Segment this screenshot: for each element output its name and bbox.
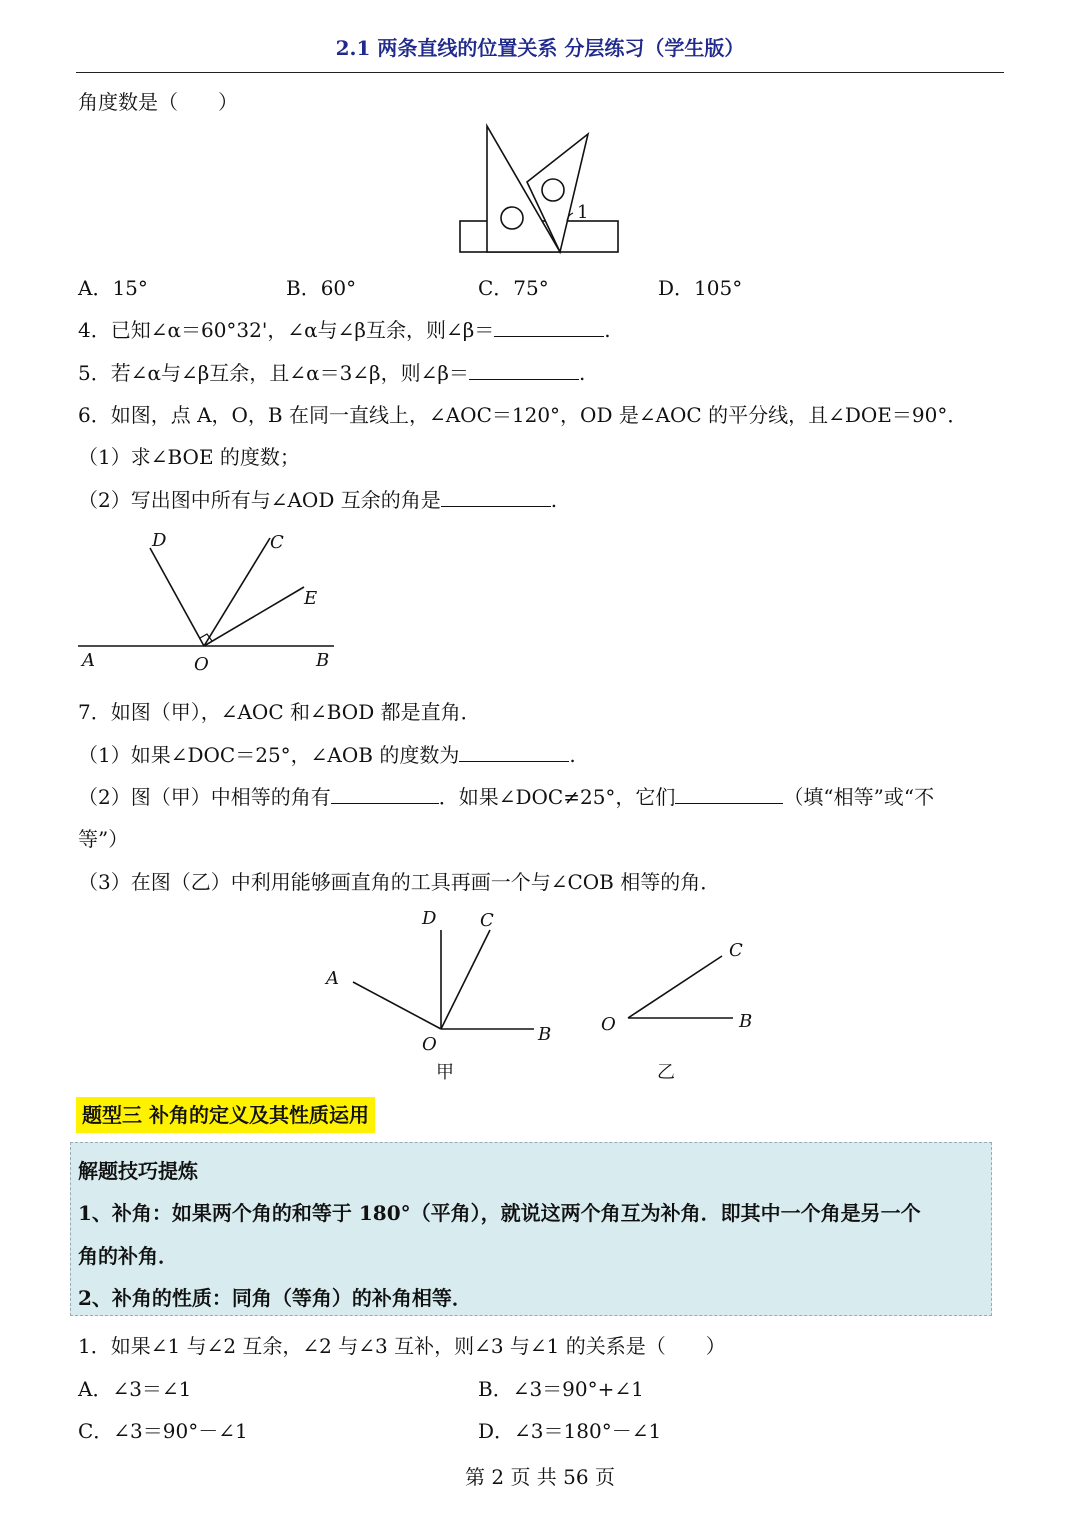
p1-option-b: B．∠3＝90°+∠1 — [478, 1377, 644, 1401]
q7-jia-label-c: C — [480, 910, 494, 931]
tips-line-3: 2、补角的性质：同角（等角）的补角相等． — [78, 1286, 472, 1310]
q3-set-square-figure — [455, 118, 625, 258]
q7-sub2-blank-1 — [331, 785, 439, 804]
q7-jia-label-b: B — [538, 1024, 552, 1045]
q7-figure-jia — [320, 902, 570, 1088]
q7-jia-caption: 甲 — [436, 1062, 454, 1083]
q6-sub2-end: . — [550, 488, 558, 512]
q7-jia-label-d: D — [422, 908, 437, 929]
q7-stem: 7．如图（甲），∠AOC 和∠BOD 都是直角． — [78, 700, 481, 724]
q3-stem-tail: 角度数是（ ） — [78, 90, 238, 114]
q6-angle-figure — [76, 526, 346, 678]
q6-label-b: B — [316, 650, 330, 671]
q6-sub2-line — [78, 484, 557, 513]
q7-yi-caption: 乙 — [657, 1062, 675, 1083]
q7-sub1: （1）如果∠DOC＝25°，∠AOB 的度数为 — [78, 743, 460, 767]
q4-end: . — [604, 318, 611, 342]
q7-sub2-c: （填“相等”或“不 — [783, 785, 935, 809]
q3-option-d: D．105° — [658, 276, 743, 300]
q7-yi-label-o: O — [601, 1014, 616, 1035]
q7-sub1-line — [78, 739, 576, 768]
q6-label-d: D — [152, 530, 167, 551]
q7-sub2-line — [78, 781, 934, 810]
q6-stem: 6．如图，点 A，O，B 在同一直线上，∠AOC＝120°，OD 是∠AOC 的平分线，且∠DOE＝90°． — [78, 403, 968, 427]
p1-option-a: A．∠3＝∠1 — [78, 1377, 192, 1401]
p1-stem: 1．如果∠1 与∠2 互余，∠2 与∠3 互补，则∠3 与∠1 的关系是（ ） — [78, 1334, 726, 1358]
q5-line — [78, 357, 585, 386]
q7-figure-yi — [595, 932, 775, 1088]
q5-end: . — [578, 361, 586, 385]
header-divider — [76, 72, 1004, 73]
tips-heading: 解题技巧提炼 — [78, 1159, 198, 1183]
q3-angle-label: 1 — [577, 202, 589, 223]
q7-sub1-blank — [459, 743, 569, 762]
q6-sub2: （2）写出图中所有与∠AOD 互余的角是 — [78, 488, 441, 512]
q7-yi-label-c: C — [729, 940, 743, 961]
section-title: 题型三 补角的定义及其性质运用 — [76, 1097, 375, 1133]
q7-jia-label-a: A — [326, 968, 339, 989]
q7-sub2-a: （2）图（甲）中相等的角有 — [78, 785, 331, 809]
q7-sub2-b: ．如果∠DOC≠25°，它们 — [438, 785, 676, 809]
q6-answer-blank — [441, 488, 551, 507]
q5-answer-blank — [469, 361, 579, 380]
q6-label-a: A — [82, 650, 95, 671]
q7-sub1-end: . — [569, 743, 576, 767]
q4-text: 4．已知∠α＝60°32'，∠α与∠β互余，则∠β＝ — [78, 318, 495, 342]
q6-label-e: E — [304, 588, 318, 609]
q4-line — [78, 314, 611, 343]
page-header-title: 2.1 两条直线的位置关系 分层练习（学生版） — [335, 36, 745, 60]
q7-yi-label-b: B — [739, 1011, 753, 1032]
q6-label-o: O — [194, 654, 209, 675]
q4-answer-blank — [494, 318, 604, 337]
q5-text: 5．若∠α与∠β互余，且∠α＝3∠β，则∠β＝ — [78, 361, 469, 385]
q7-sub2-blank-2 — [675, 785, 783, 804]
tips-line-2: 角的补角． — [78, 1244, 178, 1268]
p1-option-d: D．∠3＝180°－∠1 — [478, 1419, 662, 1443]
page-footer: 第 2 页 共 56 页 — [465, 1465, 615, 1489]
q3-option-a: A．15° — [78, 276, 148, 300]
tips-line-1: 1、补角：如果两个角的和等于 180°（平角），就说这两个角互为补角．即其中一个角是另一个 — [78, 1201, 921, 1225]
q6-sub1: （1）求∠BOE 的度数； — [78, 445, 300, 469]
q7-sub3: （3）在图（乙）中利用能够画直角的工具再画一个与∠COB 相等的角． — [78, 870, 721, 894]
q6-label-c: C — [270, 532, 284, 553]
q3-option-b: B．60° — [286, 276, 357, 300]
q7-jia-label-o: O — [422, 1034, 437, 1055]
q3-option-c: C．75° — [478, 276, 549, 300]
q7-sub2-cont: 等”） — [78, 827, 129, 851]
p1-option-c: C．∠3＝90°－∠1 — [78, 1419, 248, 1443]
